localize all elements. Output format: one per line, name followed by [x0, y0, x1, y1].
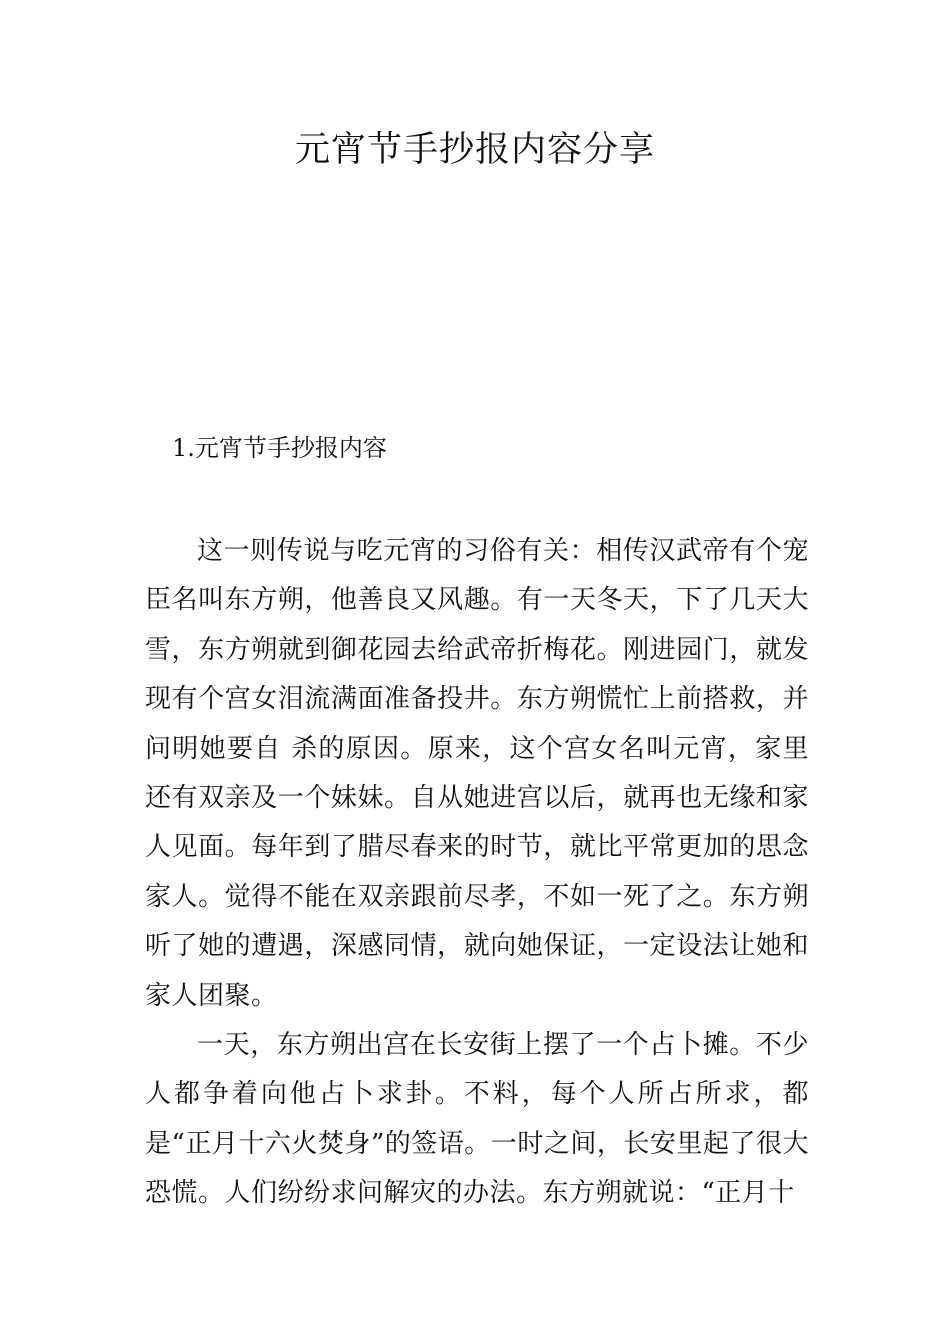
paragraph: 一天，东方朔出宫在长安街上摆了一个占卜摊。不少人都争着向他占卜求卦。不料，每个人所占所求，都是“正月十六火焚身”的签语。一时之间，长安里起了很大恐慌。人们纷纷求问解灾的办法。东方朔就说：“正月十 — [145, 1030, 809, 1209]
section-heading: 1.元宵节手抄报内容 — [172, 434, 387, 462]
body-text — [145, 527, 809, 1219]
document-title: 元宵节手抄报内容分享 — [294, 130, 655, 170]
paragraph: 这一则传说与吃元宵的习俗有关：相传汉武帝有个宠臣名叫东方朔，他善良又风趣。有一天冬天，下了几天大雪，东方朔就到御花园去给武帝折梅花。刚进园门，就发现有个宫女泪流满面准备投井。东方朔慌忙上前搭救，并问明她要自 杀的原因。原来，这个宫女名叫元宵，家里还有双亲及一个妹妹。自从她进宫以后，就再也无缘和家人见面。每年到了腊尽春来的时节，就比平常更加的思念家人。觉得不能在双亲跟前尽孝，不如一死了之。东方朔听了她的遭遇，深感同情，就向她保证，一定设法让她和家人团聚。 — [145, 536, 809, 1011]
